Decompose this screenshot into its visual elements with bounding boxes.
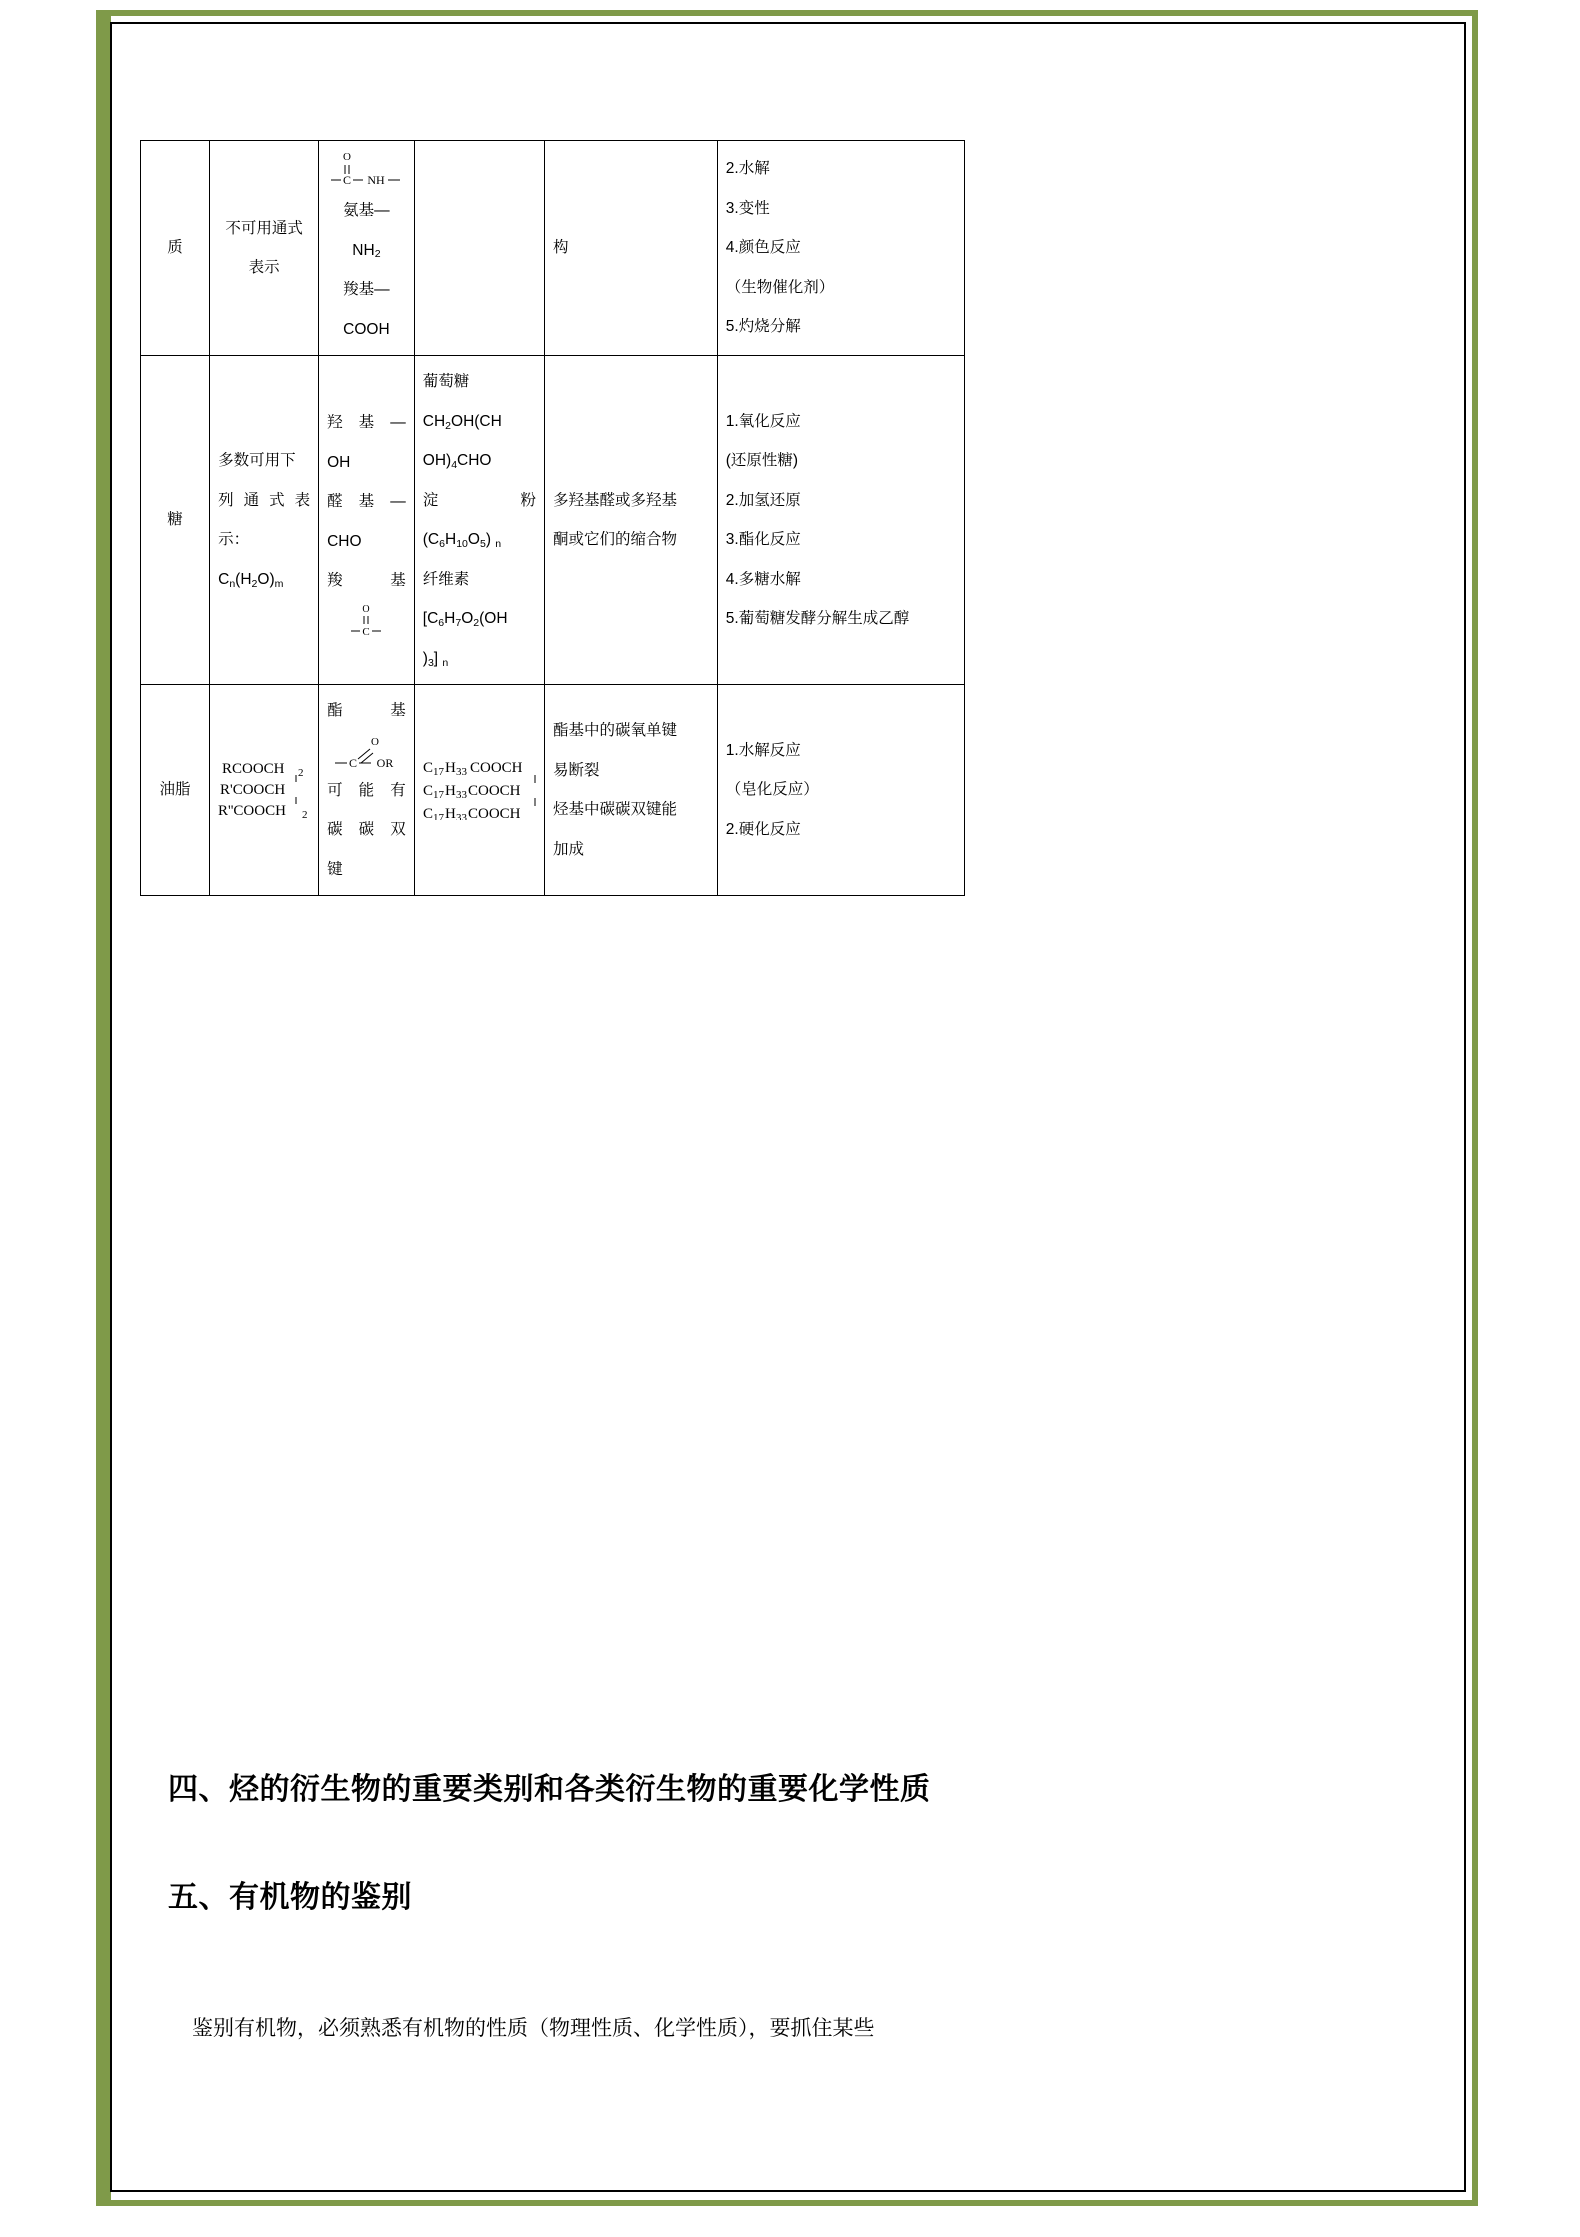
svg-text:O: O	[343, 151, 352, 163]
property-line: 1.氧化反应	[725, 412, 801, 430]
svg-text:R'COOCH: R'COOCH	[220, 782, 286, 799]
svg-text:COOCH: COOCH	[467, 783, 521, 800]
row-name-cell	[141, 356, 210, 685]
row-properties-cell	[717, 356, 964, 685]
organic-compounds-table	[140, 140, 965, 896]
svg-text:2: 2	[302, 809, 308, 819]
group-line: 酯基	[327, 702, 406, 720]
svg-text:C: C	[343, 173, 352, 187]
row-example-cell	[414, 141, 544, 356]
row-name-cell	[141, 141, 210, 356]
property-line: 5.灼烧分解	[725, 318, 801, 336]
svg-text:COOCH: COOCH	[469, 760, 523, 777]
property-line: 3.变性	[725, 199, 770, 217]
svg-text:17: 17	[432, 766, 444, 779]
structure-line: 多羟基醛或多羟基	[553, 491, 678, 509]
property-line: 3.酯化反应	[725, 531, 801, 549]
group-line: 碳碳双	[327, 821, 406, 839]
row-example-cell	[414, 356, 544, 685]
row-structure-cell	[545, 141, 718, 356]
property-line: (还原性糖)	[725, 452, 799, 470]
row-properties-cell	[717, 141, 964, 356]
triolein-formula	[423, 754, 536, 826]
triolein-formula-icon	[423, 754, 545, 820]
svg-text:O: O	[362, 603, 371, 615]
example-line: $(C_6H_{10}O_5)$ $_n$	[422, 531, 502, 551]
page-content	[120, 40, 1460, 2170]
row-example-cell	[414, 685, 544, 896]
table-row	[141, 356, 965, 685]
property-line: 2.加氢还原	[725, 491, 801, 509]
svg-text:33: 33	[455, 766, 467, 779]
svg-text:NH: NH	[367, 173, 386, 187]
row-name-label: 糖	[167, 511, 183, 529]
group-line: 可能有	[327, 781, 406, 799]
group-line: 键	[327, 860, 343, 878]
svg-text:C: C	[362, 625, 371, 637]
left-accent-bar	[96, 10, 111, 2206]
svg-text:H: H	[444, 760, 456, 777]
row-group-cell	[319, 356, 415, 685]
svg-text:33: 33	[455, 812, 467, 821]
amide-structure-icon	[328, 147, 404, 187]
svg-text:C: C	[422, 806, 433, 821]
structure-line: 酯基中的碳氧单键	[553, 722, 678, 740]
property-line: 2.水解	[725, 160, 770, 178]
svg-text:H: H	[444, 783, 456, 800]
group-line: 羧基—	[343, 281, 390, 299]
row-formula-cell	[210, 356, 319, 685]
example-line: $OH)_4CHO$	[422, 452, 492, 472]
property-line: 5.葡萄糖发酵分解生成乙醇	[725, 610, 910, 628]
formula-line: 不可用通式	[225, 219, 303, 237]
example-line: [$C_6H_7O_2(OH$	[422, 610, 508, 630]
svg-text:OR: OR	[377, 755, 394, 770]
triglyceride-formula-icon	[218, 756, 336, 818]
group-line: 醛基—	[327, 493, 406, 511]
svg-text:C: C	[349, 755, 358, 770]
property-line: 4.多糖水解	[725, 570, 801, 588]
svg-text:RCOOCH: RCOOCH	[222, 761, 285, 778]
structure-line: 易断裂	[553, 761, 600, 779]
row-name-cell	[141, 685, 210, 896]
row-structure-cell	[545, 685, 718, 896]
table-row	[141, 141, 965, 356]
amide-bond-structure	[327, 147, 406, 191]
row-name-label: 油脂	[159, 781, 191, 799]
group-line: OH	[327, 453, 351, 471]
structure-line: 加成	[553, 840, 585, 858]
svg-text:H: H	[444, 806, 456, 821]
example-line: 葡萄糖	[422, 373, 470, 391]
formula-line: 示：	[218, 531, 250, 549]
row-formula-cell	[210, 685, 319, 896]
ester-structure-icon	[331, 731, 401, 771]
row-name-label: 质	[167, 239, 183, 257]
ester-group-structure	[327, 731, 406, 771]
formula-line: 多数可用下	[218, 452, 296, 470]
group-line: 羟基—	[327, 414, 406, 432]
svg-text:17: 17	[432, 789, 444, 802]
group-line: $NH_2$	[352, 241, 381, 261]
svg-text:17: 17	[432, 812, 444, 821]
example-line: $CH_2OH(CH$	[422, 412, 502, 432]
svg-text:R''COOCH: R''COOCH	[218, 803, 287, 819]
property-line: 2.硬化反应	[725, 820, 801, 838]
row-properties-cell	[717, 685, 964, 896]
example-line: )$_3$] $_n$	[422, 649, 449, 669]
structure-line: 构	[553, 239, 569, 257]
body-paragraph: 鉴别有机物，必须熟悉有机物的性质（物理性质、化学性质），要抓住某些	[192, 2017, 875, 2040]
example-line: 纤维素	[422, 570, 470, 588]
carboxyl-structure	[327, 601, 406, 637]
row-structure-cell	[545, 356, 718, 685]
svg-text:C: C	[422, 760, 433, 777]
group-line: COOH	[343, 320, 390, 338]
formula-line: 表示	[248, 259, 280, 277]
property-line: （皂化反应）	[725, 781, 819, 799]
group-line: CHO	[327, 532, 362, 550]
example-line: 淀粉	[422, 491, 536, 509]
group-line: 氨基—	[343, 202, 390, 219]
group-line: 羧基	[327, 572, 406, 590]
row-group-cell	[319, 141, 415, 356]
property-line: 1.水解反应	[725, 741, 801, 759]
structure-line: 酮或它们的缩合物	[553, 531, 678, 549]
carbonyl-structure-icon	[343, 601, 389, 637]
section-heading-four: 四、烃的衍生物的重要类别和各类衍生物的重要化学性质	[168, 1773, 931, 1806]
svg-text:C: C	[422, 783, 433, 800]
row-formula-cell	[210, 141, 319, 356]
svg-text:33: 33	[455, 789, 467, 802]
triglyceride-general-formula	[218, 756, 310, 824]
property-line: 4.颜色反应	[725, 239, 801, 257]
structure-line: 烃基中碳碳双键能	[553, 801, 678, 819]
table-row	[141, 685, 965, 896]
svg-text:O: O	[371, 735, 380, 748]
svg-text:COOCH: COOCH	[467, 806, 521, 821]
property-line: （生物催化剂）	[725, 278, 835, 296]
svg-text:2: 2	[298, 767, 304, 780]
formula-line: 列通式表	[218, 491, 311, 509]
section-heading-five: 五、有机物的鉴别	[168, 1881, 412, 1914]
formula-line-general: $C_n(H_2O)_m$	[218, 570, 284, 590]
